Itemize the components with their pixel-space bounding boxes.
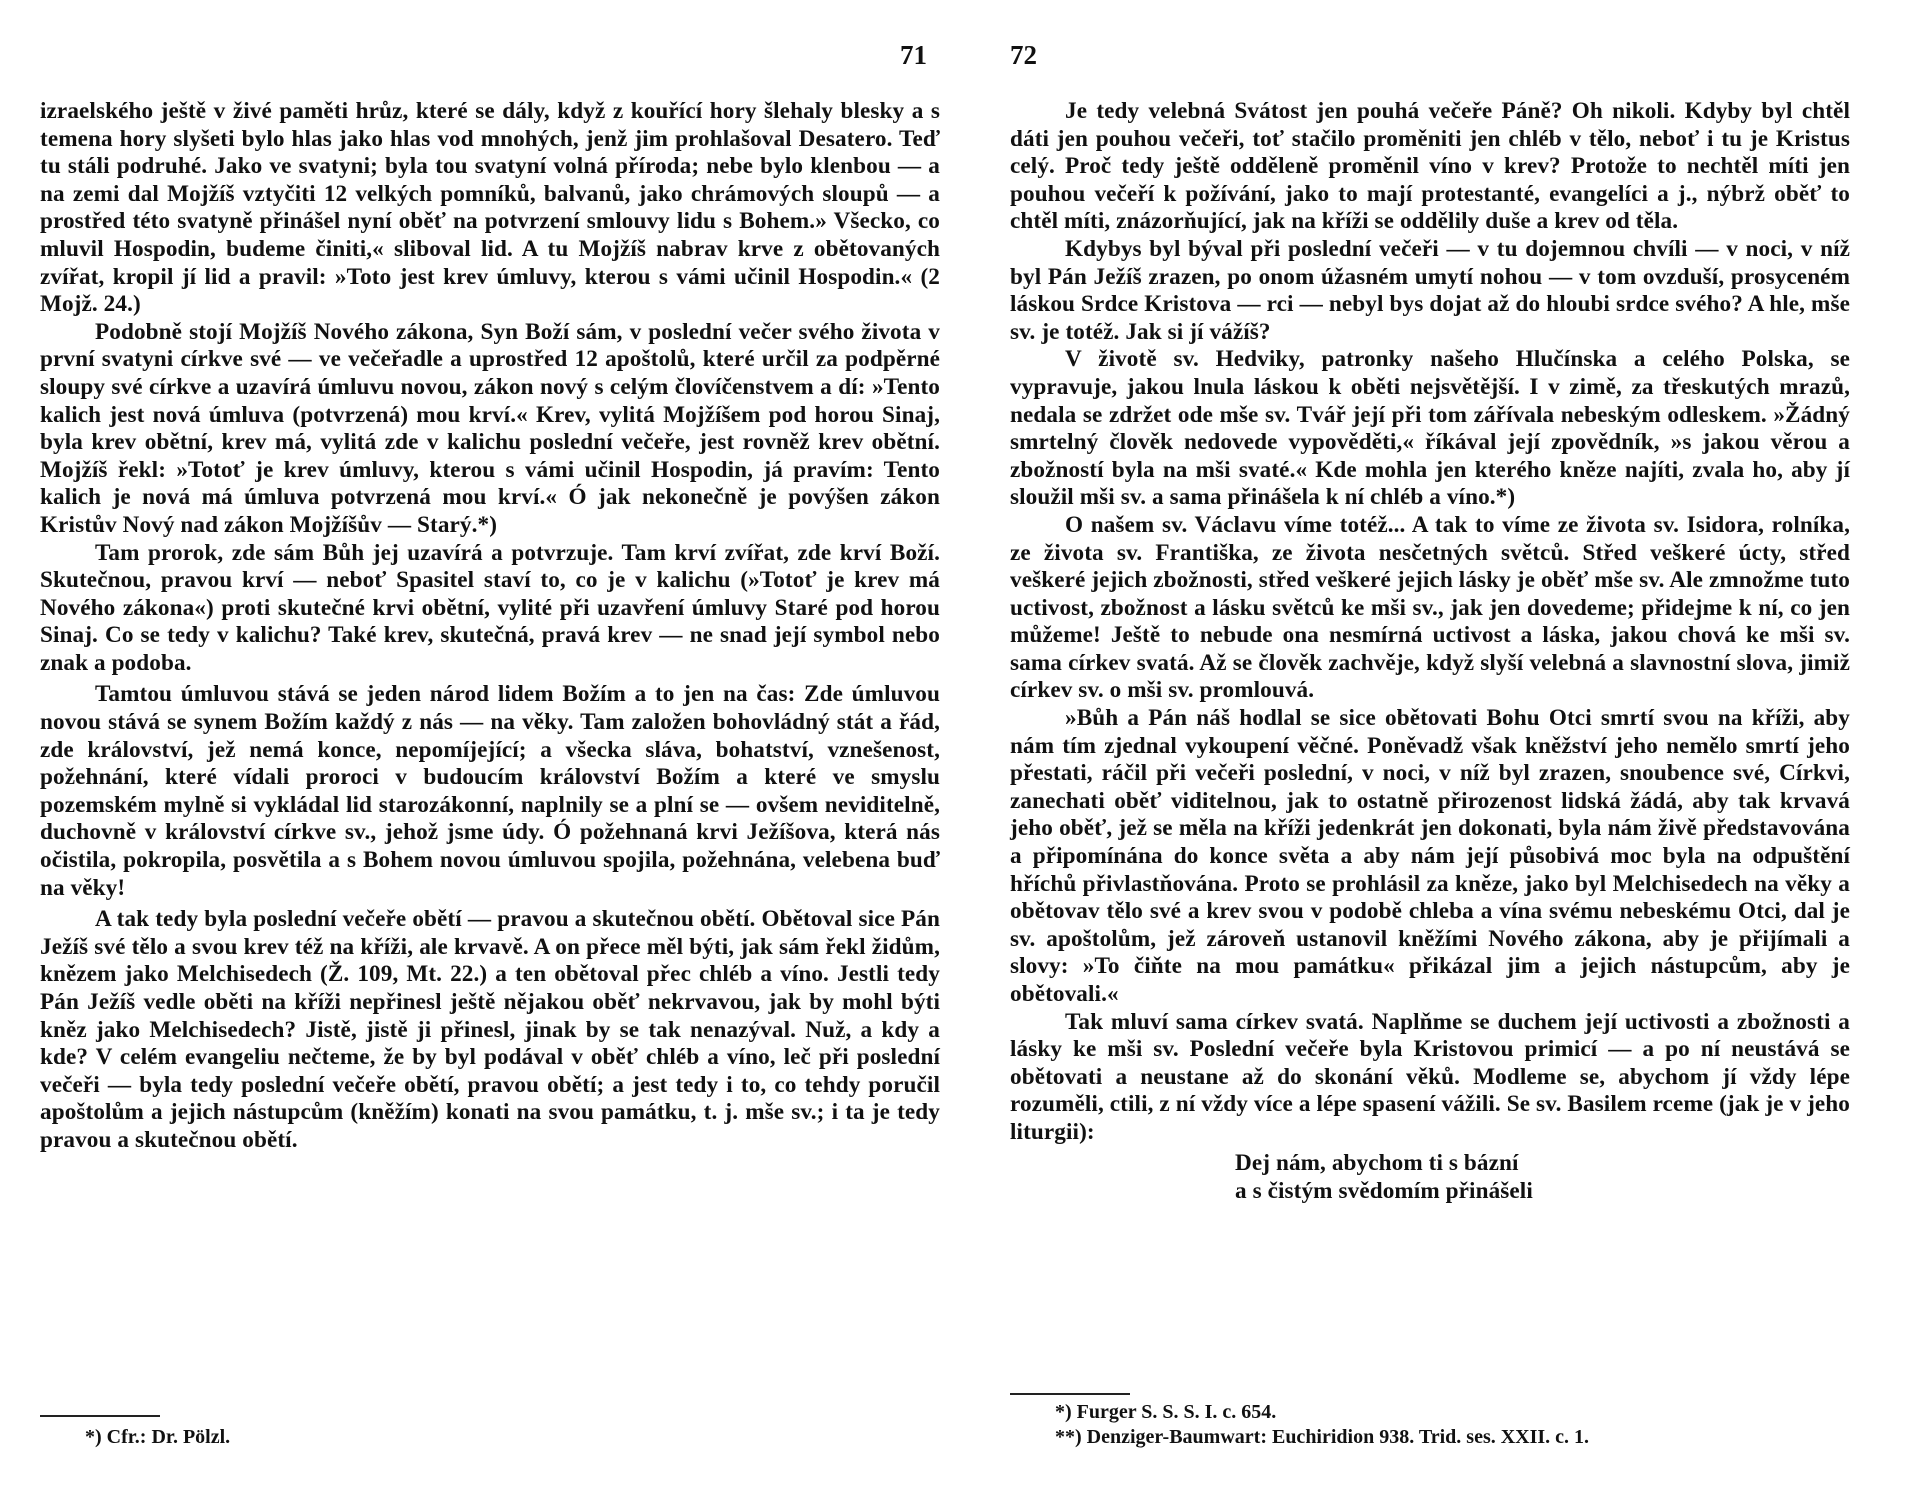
- paragraph: Kdybys byl býval při poslední večeři — v tu dojemnou chvíli — v noci, v níž byl Pán Ježíš zrazen, po onom úžasném umytí nohou — v tom ovzduší, prosyceném láskou Srdce Kristova — rci — nebyl bys dojat až do hloubi srdce svého? A hle, mše sv. je totéž. Jak si jí vážíš?: [1010, 235, 1850, 345]
- paragraph: Tak mluví sama církev svatá. Naplňme se duchem její uctivosti a zbožnosti a lásky ke mši sv. Poslední večeře byla Kristovou primicí — a po ní neustává se obětovati a neustane až do skonání věků. Modleme se, abychom jí vždy lépe rozuměli, ctili, z ní vždy více a lépe spasení vážili. Se sv. Basilem rceme (jak je v jeho liturgii):: [1010, 1008, 1850, 1145]
- paragraph: izraelského ještě v živé paměti hrůz, které se dály, když z kouřící hory šlehaly blesky a s temena hory slyšeti bylo hlas jako hlas vod mnohých, jenž jim prohlašoval Desatero. Teď tu stáli podruhé. Jako ve svatyni; byla tou svatyní volná příroda; nebe bylo klenbou — a na zemi dal Mojžíš vztyčiti 12 velkých pomníků, balvanů, jako chrámových sloupů — a prostřed této svatyně přinášel nyní oběť na potvrzení smlouvy lidu s Bohem.» Všecko, co mluvil Hospodin, budeme činiti,« sliboval lid. A tu Mojžíš nabrav krve z obětovaných zvířat, kropil jí lid a pravil: »Toto jest krev úmluvy, kterou s vámi učinil Hospodin.« (2 Mojž. 24.): [40, 98, 940, 318]
- paragraph: Je tedy velebná Svátost jen pouhá večeře Páně? Oh nikoli. Kdyby byl chtěl dáti jen pouhou večeři, toť stačilo proměniti jen chléb v tělo, neboť i tu je Kristus celý. Proč tedy ještě odděleně proměnil víno v krev? Protože to nechtěl míti jen pouhou večeří k požívání, jako to mají protestanté, evangelíci a j., nýbrž oběť to chtěl míti, znázorňující, jak na kříži se oddělily duše a krev od těla.: [1010, 98, 1850, 235]
- left-page: [40, 0, 940, 1500]
- footnote: *) Cfr.: Dr. Pölzl.: [85, 1426, 231, 1448]
- paragraph: Podobně stojí Mojžíš Nového zákona, Syn Boží sám, v poslední večer svého života v první svatyni církve své — ve večeřadle a uprostřed 12 apoštolů, které určil za podpěrné sloupy své církve a uzavírá úmluvu novou, zákon nový s celým človíčenstvem a dí: »Tento kalich jest nová úmluva (potvrzená) mou krví.« Krev, vylitá Mojžíšem pod horou Sinaj, byla krev obětní, krev má, vylitá zde v kalichu poslední večeře, jest rovněž krev obětní. Mojžíš řekl: »Totoť je krev úmluvy, kterou s vámi učinil Hospodin, já pravím: Tento kalich je nová má úmluva potvrzená mou krví.« Ó jak nekonečně je povýšen zákon Kristův Nový nad zákon Mojžíšův — Starý.*): [40, 318, 940, 538]
- page-body: [1010, 98, 1850, 1205]
- paragraph: V životě sv. Hedviky, patronky našeho Hlučínska a celého Polska, se vypravuje, jakou lnula láskou k oběti nejsvětější. I v zimě, za třeskutých mrazů, nedala se zdržet ode mše sv. Tvář její při tom zářívala nebeským odleskem. »Žádný smrtelný člověk nedovede vypověděti,« říkával její zpovědník, »s jakou věrou a zbožností byla na mši svaté.« Kde mohla jen kterého kněze najíti, zvala ho, aby jí sloužil mši sv. a sama přinášela k ní chléb a víno.*): [1010, 346, 1850, 511]
- page-number: 71: [900, 40, 927, 70]
- footnote-rule: [40, 1415, 160, 1417]
- footnote: *) Furger S. S. S. I. c. 654.: [1055, 1401, 1277, 1423]
- prayer-verse: [1010, 1149, 1850, 1205]
- footnote-rule: [1010, 1393, 1130, 1395]
- verse-line: Dej nám, abychom ti s bázní: [1235, 1149, 1519, 1176]
- footnote: **) Denziger-Baumwart: Euchiridion 938. Trid. ses. XXII. c. 1.: [1055, 1426, 1590, 1448]
- page-number: 72: [1010, 40, 1037, 70]
- paragraph: »Bůh a Pán náš hodlal se sice obětovati Bohu Otci smrtí svou na kříži, aby nám tím zjednal vykoupení věčné. Poněvadž však kněžství jeho nemělo smrtí jeho přestati, ráčil při večeři poslední, v noci, v níž byl zrazen, snoubence své, Církvi, zanechati oběť viditelnou, jak to ostatně přirozenost lidská žádá, aby tak krvavá jeho oběť, jež se měla na kříži jedenkrát jen dokonati, byla nám živě představována a připomínána do konce světa a aby nám její působivá moc byla na odpuštění hříchů přivlastňována. Proto se prohlásil za kněze, jako byl Melchisedech na věky a obětovav tělo své a krev svou v podobě chleba a vína svému nebeskému Otci, dal je sv. apoštolům, jež zároveň ustanovil kněžími Nového zákona, aby je přijímali a slovy: »To čiňte na mou památku« přikázal jim a jejich nástupcům, aby je obětovali.«: [1010, 705, 1850, 1007]
- verse-line: a s čistým svědomím přinášeli: [1235, 1177, 1533, 1204]
- paragraph: Tam prorok, zde sám Bůh jej uzavírá a potvrzuje. Tam krví zvířat, zde krví Boží. Skutečnou, pravou krví — neboť Spasitel staví to, co je v kalichu (»Totoť je krev má Nového zákona«) proti skutečné krvi obětní, vylité při uzavření úmluvy Staré pod horou Sinaj. Co se tedy v kalichu? Také krev, skutečná, pravá krev — ne snad její symbol nebo znak a podoba.: [40, 539, 940, 676]
- right-page: [1010, 0, 1850, 1500]
- paragraph: O našem sv. Václavu víme totéž... A tak to víme ze života sv. Isidora, rolníka, ze života sv. Františka, ze života nesčetných světců. Střed veškeré úcty, střed veškeré jejich zbožnosti, střed veškeré jejich lásky je oběť mše sv. Ale zmnožme tuto uctivost, zbožnost a lásku světců ke mši sv., jak jen dovedeme; přidejme k ní, co jen můžeme! Ještě to nebude ona nesmírná uctivost a láska, jakou chová ke mši sv. sama církev svatá. Až se člověk zachvěje, když slyší velebná a slavnostní slova, jimiž církev sv. o mši sv. promlouvá.: [1010, 511, 1850, 704]
- page-body: [40, 98, 940, 1155]
- footnotes: [1055, 1400, 1589, 1450]
- paragraph: A tak tedy byla poslední večeře obětí — pravou a skutečnou obětí. Obětoval sice Pán Ježíš své tělo a svou krev též na kříži, ale krvavě. A on přece měl býti, jak sám řekl židům, knězem jako Melchisedech (Ž. 109, Mt. 22.) a ten obětoval přec chléb a víno. Jestli tedy Pán Ježíš vedle oběti na kříži nepřinesl ještě nějakou oběť nekrvavou, jak by mohl býti kněz jako Melchisedech? Jistě, jistě ji přinesl, jinak by se tak nenazýval. Nuž, a kdy a kde? V celém evangeliu nečteme, že by byl podával v oběť chléb a víno, leč při poslední večeři — byla tedy poslední večeře obětí, pravou obětí; a jest tedy i to, co tehdy poručil apoštolům a jejich nástupcům (kněžím) konati na svou památku, t. j. mše sv.; i ta je tedy pravou a skutečnou obětí.: [40, 906, 940, 1153]
- footnotes: [85, 1425, 230, 1450]
- paragraph: Tamtou úmluvou stává se jeden národ lidem Božím a to jen na čas: Zde úmluvou novou stává se synem Božím každý z nás — na věky. Tam založen bohovládný stát a řád, zde království, jež nemá konce, nepomíjející; a všecka sláva, bohatství, vznešenost, požehnání, které vídali proroci v budoucím království Božím a které ve smyslu pozemském mylně si vykládal lid starozákonní, naplnily se a plní se — ovšem neviditelně, duchovně v království církve sv., jehož jsme údy. Ó požehnaná krvi Ježíšova, která nás očistila, pokropila, posvětila a s Bohem novou úmluvou spojila, požehnána, velebena buď na věky!: [40, 681, 940, 901]
